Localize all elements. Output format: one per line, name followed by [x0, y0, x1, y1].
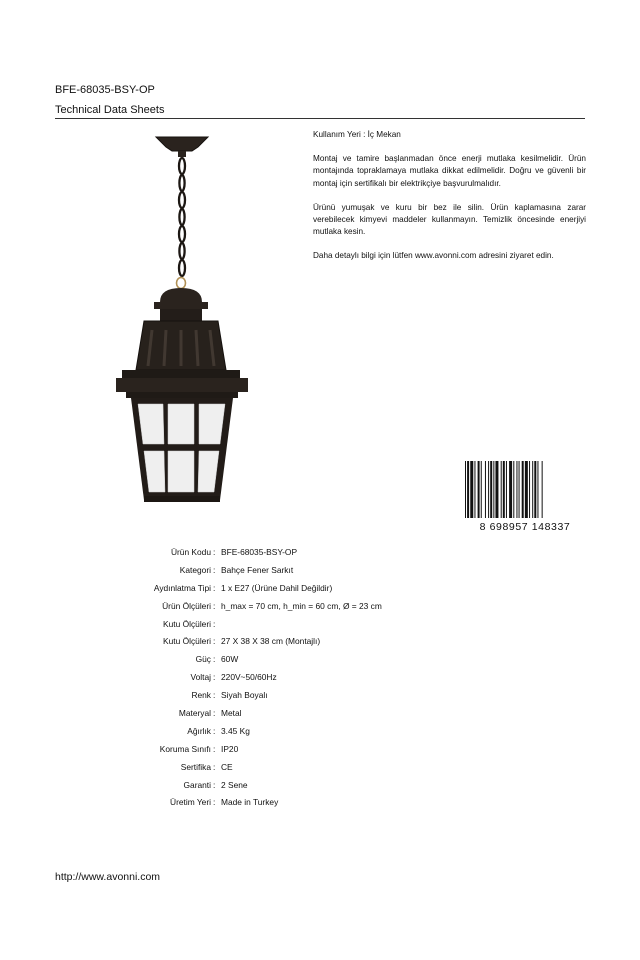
spec-row: [100, 617, 520, 635]
spec-row: [100, 724, 520, 742]
spec-row: [100, 652, 520, 670]
spec-label: Garanti: [183, 779, 211, 790]
spec-label: Materyal: [178, 708, 211, 719]
spec-row: [100, 563, 520, 581]
spec-value: 3.45 Kg: [221, 725, 250, 736]
spec-value: 2 Sene: [221, 779, 248, 790]
barcode-bar: [470, 461, 473, 521]
spec-value: Siyah Boyalı: [221, 690, 268, 701]
spec-separator: :: [213, 708, 216, 719]
spec-row: [100, 688, 520, 706]
spec-separator: :: [213, 618, 216, 629]
usage-info-block: [313, 129, 586, 275]
spec-value: [221, 617, 520, 635]
spec-separator: :: [213, 797, 216, 808]
spec-label: Voltaj: [190, 672, 211, 683]
spec-label: Ağırlık: [187, 725, 211, 736]
product-image-lantern: [108, 130, 253, 510]
spec-separator: :: [213, 779, 216, 790]
spec-value: Bahçe Fener Sarkıt: [221, 564, 294, 575]
spec-separator: :: [213, 582, 216, 593]
spec-label: Renk: [191, 690, 211, 701]
safety-paragraph: Montaj ve tamire başlanmadan önce enerji mutlaka kesilmelidir. Ürün montajında topraklamaya mutlaka dikkat edilmelidir. Doğru ve güvenli bir montaj için sertifikalı bir elektrikçiye başvurulmalıdır.: [313, 154, 586, 188]
barcode-bars: [465, 461, 543, 521]
barcode-bar: [534, 461, 536, 521]
document-subtitle: Technical Data Sheets: [55, 104, 165, 116]
spec-value: BFE-68035-BSY-OP: [221, 547, 298, 557]
barcode-bar: [485, 461, 486, 521]
footer-url[interactable]: http://www.avonni.com: [55, 871, 161, 883]
barcode-bar: [513, 461, 514, 521]
barcode-bar: [522, 461, 524, 521]
spec-separator: :: [213, 690, 216, 701]
spec-row: [100, 742, 520, 760]
barcode-bar: [529, 461, 530, 521]
spec-value: Made in Turkey: [221, 797, 279, 808]
barcode-bar: [493, 461, 494, 521]
spec-value: 220V~50/60Hz: [221, 672, 277, 683]
spec-label: Ürün Ölçüleri: [162, 600, 211, 611]
spec-value: 1 x E27 (Ürüne Dahil Değildir): [221, 582, 333, 593]
spec-label: Üretim Yeri: [170, 797, 211, 808]
spec-separator: :: [213, 547, 216, 557]
spec-value: Metal: [221, 708, 242, 719]
barcode-bar: [474, 461, 475, 521]
spec-separator: :: [213, 743, 216, 754]
spec-value: CE: [221, 761, 233, 772]
barcode-bar: [478, 461, 480, 521]
barcode-bar: [532, 461, 533, 521]
usage-location: Kullanım Yeri : İç Mekan: [313, 130, 401, 139]
barcode-bar: [481, 461, 482, 521]
spec-label: Kutu Ölçüleri: [163, 636, 211, 647]
spec-row: [100, 795, 520, 813]
barcode-bar: [465, 461, 466, 521]
spec-separator: :: [213, 654, 216, 665]
spec-label: Ürün Kodu: [170, 547, 211, 557]
spec-separator: :: [213, 725, 216, 736]
barcode-bar: [490, 461, 492, 521]
barcode-bar: [506, 461, 507, 521]
spec-row: [100, 545, 520, 563]
spec-row: [100, 706, 520, 724]
spec-label: Aydınlatma Tipi: [153, 582, 211, 593]
spec-value: IP20: [221, 743, 239, 754]
spec-row: [100, 634, 520, 652]
barcode-bar: [525, 461, 528, 521]
barcode-bar: [519, 461, 520, 521]
barcode-bar: [516, 461, 517, 521]
barcode-bar: [495, 461, 498, 521]
spec-label: Koruma Sınıfı: [159, 743, 211, 754]
spec-label: Kategori: [179, 564, 211, 575]
spec-label: Sertifika: [180, 761, 211, 772]
spec-row: [100, 778, 520, 796]
barcode-bar: [542, 461, 543, 521]
barcode-bar: [488, 461, 489, 521]
spec-row: [100, 760, 520, 778]
product-code-title: BFE-68035-BSY-OP: [55, 84, 155, 96]
website-paragraph: Daha detaylı bilgi için lütfen www.avonni.com adresini ziyaret edin.: [313, 251, 554, 261]
spec-label: Kutu Ölçüleri: [163, 618, 211, 629]
spec-table: [100, 545, 520, 813]
spec-value: 27 X 38 X 38 cm (Montajlı): [221, 636, 321, 647]
document-header: [55, 83, 585, 117]
barcode-bar: [501, 461, 502, 521]
spec-value: h_max = 70 cm, h_min = 60 cm, Ø = 23 cm: [221, 600, 382, 611]
spec-row: [100, 599, 520, 617]
spec-separator: :: [213, 600, 216, 611]
spec-separator: :: [213, 564, 216, 575]
spec-separator: :: [213, 672, 216, 683]
barcode-bar: [503, 461, 505, 521]
spec-separator: :: [213, 761, 216, 772]
barcode-digits: 8 698957 148337: [479, 521, 571, 533]
spec-label: Güç: [195, 654, 211, 665]
barcode-bar: [537, 461, 538, 521]
barcode-bar: [467, 461, 469, 521]
cleaning-paragraph: Ürünü yumuşak ve kuru bir bez ile silin. Ürün kaplamasına zarar verebilecek kimyevi maddeler kullanmayın. Temizlik öncesinde enerjiyi mutlaka kesin.: [313, 202, 586, 237]
barcode: [464, 461, 586, 533]
spec-row: [100, 581, 520, 599]
spec-row: [100, 670, 520, 688]
spec-value: 60W: [221, 654, 239, 665]
barcode-bar: [509, 461, 512, 521]
spec-separator: :: [213, 636, 216, 647]
header-divider: [55, 118, 585, 119]
